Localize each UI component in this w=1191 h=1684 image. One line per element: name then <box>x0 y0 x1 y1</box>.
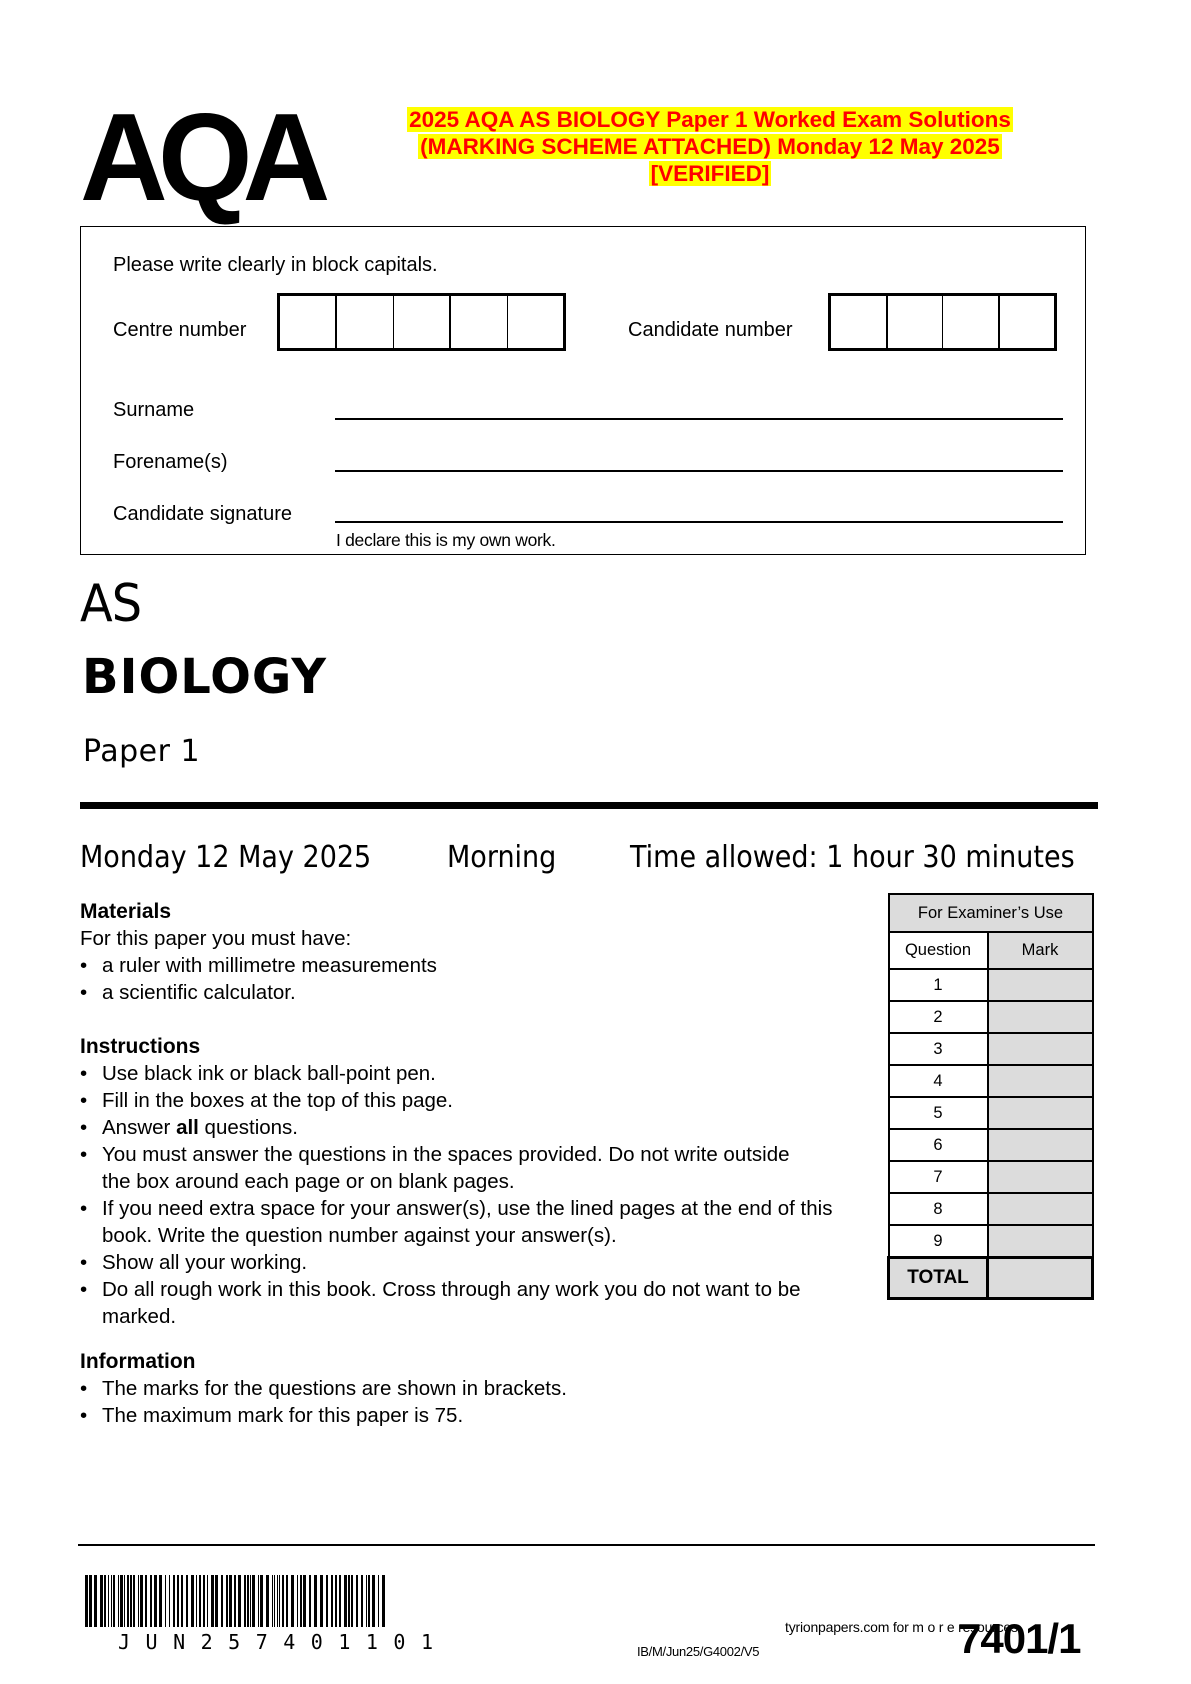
barcode-bar <box>247 1575 249 1627</box>
barcode-bar <box>314 1575 317 1627</box>
block-capitals-instruction: Please write clearly in block capitals. <box>113 254 438 276</box>
barcode-text: JUN257401101 <box>118 1630 449 1654</box>
candidate-number-label: Candidate number <box>628 319 793 341</box>
barcode-bar <box>258 1575 259 1627</box>
barcode <box>85 1575 465 1627</box>
total-label: TOTAL <box>889 1258 988 1299</box>
question-number: 2 <box>889 1001 988 1033</box>
barcode-bar <box>85 1575 88 1627</box>
barcode-bar <box>356 1575 358 1627</box>
question-number: 3 <box>889 1033 988 1065</box>
barcode-bar <box>133 1575 135 1627</box>
information-item: • The maximum mark for this paper is 75. <box>80 1402 840 1429</box>
examiners-use-title: For Examiner’s Use <box>889 894 1093 932</box>
barcode-bar <box>127 1575 129 1627</box>
column-header-mark: Mark <box>988 932 1093 969</box>
barcode-bar <box>266 1575 269 1627</box>
forenames-label: Forename(s) <box>113 451 228 473</box>
barcode-bar <box>351 1575 353 1627</box>
mark-cell <box>988 1225 1093 1258</box>
instruction-item: • If you need extra space for your answer(s), use the lined pages at the end of this book. Write the question number against your answer(s). <box>80 1195 860 1249</box>
barcode-bar <box>291 1575 294 1627</box>
barcode-bar <box>348 1575 350 1627</box>
examiners-use-table <box>887 893 1094 1300</box>
barcode-bar <box>169 1575 170 1627</box>
mark-cell <box>988 1001 1093 1033</box>
barcode-bar <box>303 1575 306 1627</box>
barcode-bar <box>226 1575 228 1627</box>
table-row <box>889 1129 1093 1161</box>
barcode-bar <box>272 1575 273 1627</box>
barcode-bar <box>361 1575 363 1627</box>
barcode-bar <box>279 1575 280 1627</box>
candidate-number-digit[interactable] <box>831 296 886 348</box>
table-row <box>889 1001 1093 1033</box>
candidate-number-digit[interactable] <box>942 296 998 348</box>
promo-line-2: (MARKING SCHEME ATTACHED) Monday 12 May 2025 <box>420 134 1000 159</box>
barcode-bar <box>154 1575 157 1627</box>
centre-number-digit[interactable] <box>507 296 563 348</box>
barcode-bar <box>309 1575 311 1627</box>
barcode-bar <box>118 1575 119 1627</box>
barcode-bar <box>111 1575 112 1627</box>
barcode-bar <box>203 1575 205 1627</box>
promo-title <box>370 106 1050 187</box>
paper-code: 7401/1 <box>958 1615 1081 1662</box>
barcode-bar <box>238 1575 241 1627</box>
barcode-bar <box>130 1575 132 1627</box>
surname-label: Surname <box>113 399 195 421</box>
instruction-item: • Use black ink or black ball-point pen. <box>80 1060 860 1087</box>
information-list <box>80 1375 840 1429</box>
footer-divider <box>78 1544 1095 1546</box>
question-number: 5 <box>889 1097 988 1129</box>
mark-cell <box>988 1193 1093 1225</box>
barcode-bar <box>277 1575 278 1627</box>
information-item: • The marks for the questions are shown in brackets. <box>80 1375 840 1402</box>
centre-number-input[interactable] <box>277 293 566 351</box>
promo-line-1: 2025 AQA AS BIOLOGY Paper 1 Worked Exam Solutions <box>409 107 1011 132</box>
barcode-bar <box>335 1575 337 1627</box>
forenames-input[interactable] <box>335 470 1063 472</box>
table-row <box>889 1065 1093 1097</box>
question-number: 1 <box>889 969 988 1001</box>
barcode-bar <box>211 1575 214 1627</box>
barcode-bar <box>331 1575 333 1627</box>
centre-number-digit[interactable] <box>449 296 506 348</box>
instructions-list <box>80 1060 860 1330</box>
barcode-bar <box>138 1575 139 1627</box>
barcode-bar <box>108 1575 109 1627</box>
information-section <box>80 1348 840 1429</box>
exam-session: Morning <box>447 840 557 875</box>
site-note: tyrionpapers.com for m o r e resources <box>785 1619 1018 1635</box>
table-row <box>889 969 1093 1001</box>
barcode-bar <box>177 1575 179 1627</box>
barcode-bar <box>120 1575 123 1627</box>
paper-number: Paper 1 <box>83 734 201 769</box>
barcode-bar <box>124 1575 125 1627</box>
surname-input[interactable] <box>335 418 1063 420</box>
barcode-bar <box>100 1575 103 1627</box>
barcode-bar <box>234 1575 236 1627</box>
barcode-bar <box>196 1575 197 1627</box>
emphasis-all: all <box>176 1116 199 1139</box>
barcode-bar <box>113 1575 115 1627</box>
barcode-bar <box>186 1575 188 1627</box>
table-row <box>889 1225 1093 1258</box>
barcode-bar <box>344 1575 347 1627</box>
aqa-logo: AQA <box>80 89 321 227</box>
materials-intro: For this paper you must have: <box>80 927 352 950</box>
barcode-bar <box>89 1575 92 1627</box>
barcode-bar <box>159 1575 162 1627</box>
candidate-number-input[interactable] <box>828 293 1057 351</box>
centre-number-digit[interactable] <box>280 296 335 348</box>
barcode-bar <box>250 1575 251 1627</box>
total-row <box>889 1258 1093 1299</box>
declaration-text: I declare this is my own work. <box>336 530 556 550</box>
question-number: 8 <box>889 1193 988 1225</box>
column-header-question: Question <box>889 932 988 969</box>
barcode-bar <box>173 1575 175 1627</box>
question-number: 4 <box>889 1065 988 1097</box>
materials-section <box>80 898 840 1006</box>
barcode-bar <box>368 1575 370 1627</box>
centre-number-label: Centre number <box>113 319 247 341</box>
materials-list <box>80 952 840 1006</box>
candidate-number-digit[interactable] <box>998 296 1055 348</box>
mark-cell <box>988 1129 1093 1161</box>
barcode-bar <box>252 1575 255 1627</box>
barcode-bar <box>104 1575 106 1627</box>
instruction-item: • You must answer the questions in the spaces provided. Do not write outside the box around each page or on blank pages. <box>80 1141 860 1195</box>
materials-heading: Materials <box>80 900 172 923</box>
barcode-bar <box>300 1575 302 1627</box>
barcode-bar <box>94 1575 97 1627</box>
barcode-bar <box>382 1575 385 1627</box>
barcode-bar <box>372 1575 375 1627</box>
exam-date: Monday 12 May 2025 <box>80 840 372 875</box>
barcode-bar <box>221 1575 223 1627</box>
mark-cell <box>988 969 1093 1001</box>
mark-cell <box>988 1161 1093 1193</box>
barcode-bar <box>181 1575 183 1627</box>
barcode-bar <box>339 1575 341 1627</box>
mark-cell <box>988 1033 1093 1065</box>
subject-title: BIOLOGY <box>82 649 328 705</box>
materials-item: • a ruler with millimetre measurements <box>80 952 840 979</box>
barcode-bar <box>165 1575 166 1627</box>
candidate-number-digit[interactable] <box>886 296 943 348</box>
table-row <box>889 1161 1093 1193</box>
question-number: 6 <box>889 1129 988 1161</box>
instruction-item: • Fill in the boxes at the top of this page. <box>80 1087 860 1114</box>
instruction-item: • Do all rough work in this book. Cross through any work you do not want to be marked. <box>80 1276 860 1330</box>
barcode-bar <box>150 1575 152 1627</box>
table-row <box>889 1193 1093 1225</box>
barcode-bar <box>145 1575 147 1627</box>
mark-cell <box>988 1065 1093 1097</box>
barcode-bar <box>326 1575 328 1627</box>
barcode-bar <box>260 1575 263 1627</box>
instruction-item: • Show all your working. <box>80 1249 860 1276</box>
question-number: 7 <box>889 1161 988 1193</box>
table-row <box>889 1033 1093 1065</box>
total-mark-cell <box>988 1258 1093 1299</box>
barcode-bar <box>207 1575 208 1627</box>
barcode-bar <box>282 1575 284 1627</box>
instruction-item: • Answer all questions. <box>80 1114 860 1141</box>
qualification-level: AS <box>80 574 142 634</box>
barcode-bar <box>274 1575 275 1627</box>
barcode-bar <box>191 1575 194 1627</box>
barcode-bar <box>229 1575 232 1627</box>
barcode-bar <box>286 1575 288 1627</box>
information-heading: Information <box>80 1350 196 1373</box>
barcode-bar <box>215 1575 218 1627</box>
barcode-bar <box>140 1575 143 1627</box>
document-reference: IB/M/Jun25/G4002/V5 <box>637 1644 760 1659</box>
instructions-section <box>80 1033 860 1330</box>
centre-number-digit[interactable] <box>393 296 449 348</box>
divider-thick <box>80 802 1098 809</box>
question-number: 9 <box>889 1225 988 1258</box>
centre-number-digit[interactable] <box>335 296 392 348</box>
table-row <box>889 1097 1093 1129</box>
barcode-bar <box>320 1575 323 1627</box>
signature-label: Candidate signature <box>113 503 293 525</box>
promo-line-3: [VERIFIED] <box>650 161 770 186</box>
materials-item: • a scientific calculator. <box>80 979 840 1006</box>
barcode-bar <box>297 1575 298 1627</box>
signature-input[interactable] <box>335 521 1063 523</box>
mark-cell <box>988 1097 1093 1129</box>
instructions-heading: Instructions <box>80 1035 201 1058</box>
barcode-bar <box>199 1575 201 1627</box>
barcode-bar <box>366 1575 367 1627</box>
barcode-bar <box>378 1575 379 1627</box>
time-allowed: Time allowed: 1 hour 30 minutes <box>630 840 1075 875</box>
barcode-bar <box>244 1575 246 1627</box>
